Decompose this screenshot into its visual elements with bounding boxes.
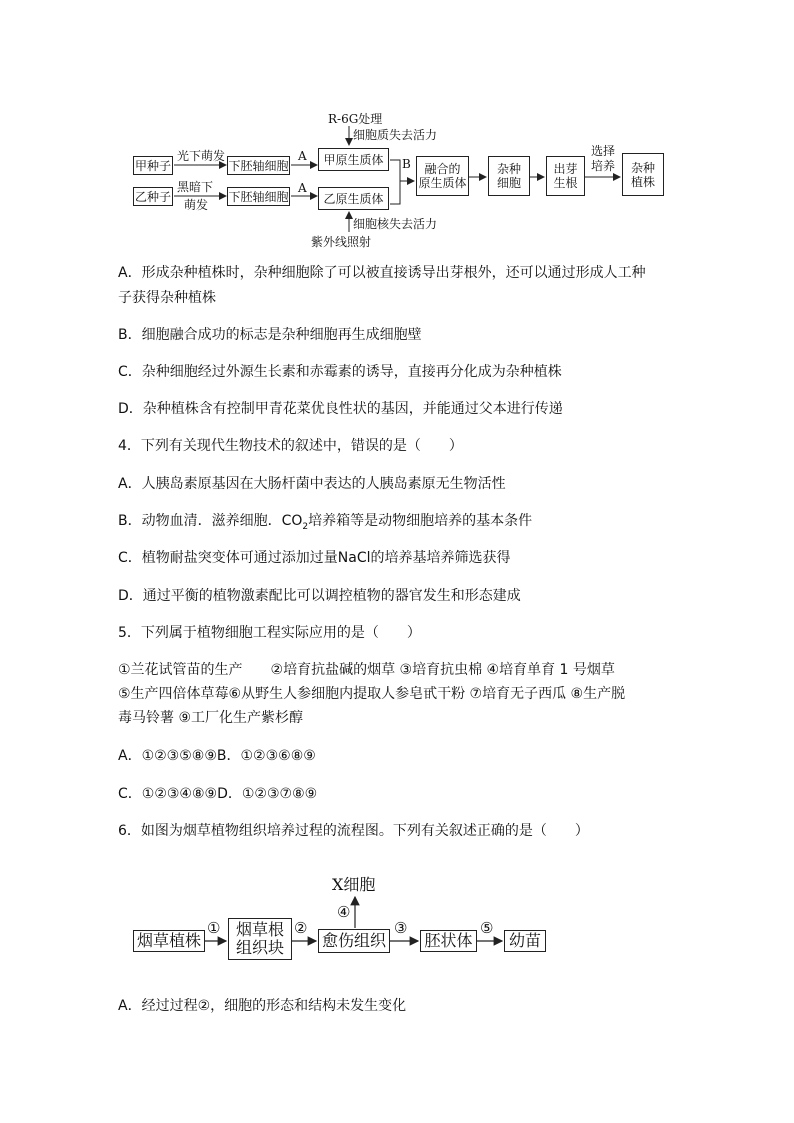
x-cell-label: X细胞 [332, 875, 376, 894]
q3-option-a-line1: A．形成杂种植株时，杂种细胞除了可以被直接诱导出芽根外，还可以通过形成人工种 [118, 265, 646, 281]
q5-stem: 5．下列属于植物细胞工程实际应用的是（ ） [118, 625, 421, 641]
q5-options-cd: C．①②③④⑧⑨D．①②③⑦⑧⑨ [118, 786, 318, 802]
root-tissue-line2: 组织块 [235, 938, 284, 957]
step3-marker: ③ [394, 919, 408, 937]
q3-option-b: B．细胞融合成功的标志是杂种细胞再生成细胞壁 [118, 327, 422, 343]
hypocotyl-a-label: 下胚轴细胞 [228, 158, 289, 173]
hybrid-cell-line2: 细胞 [496, 176, 521, 190]
step2-marker: ② [294, 919, 308, 937]
q4-option-b-pre: B．动物血清．滋养细胞．CO [118, 513, 303, 529]
tobacco-plant-label: 烟草植株 [136, 931, 201, 950]
hypocotyl-b-label: 下胚轴细胞 [228, 189, 289, 204]
q3-option-a-line2: 子获得杂种植株 [118, 290, 216, 306]
q3-option-d: D．杂种植株含有控制甲青花菜优良性状的基因，并能通过父本进行传递 [118, 401, 563, 417]
uv-label: 紫外线照射 [311, 235, 372, 249]
hybrid-plant-line2: 植株 [630, 174, 655, 189]
fused-line1: 融合的 [424, 162, 461, 176]
q4-option-b-post: 培养箱等是动物细胞培养的基本条件 [308, 513, 533, 529]
q5-items-line1: ①兰花试管苗的生产 ②培育抗盐碱的烟草 ③培育抗虫棉 ④培育单育 1 号烟草 [118, 662, 615, 678]
select-line1: 选择 [591, 144, 616, 158]
select-line2: 培养 [591, 159, 616, 173]
callus-label: 愈伤组织 [321, 931, 386, 950]
q4-option-b-subscript: 2 [302, 521, 309, 532]
condition-light: 光下萌发 [177, 149, 226, 163]
tobacco-plant-box [133, 930, 205, 952]
label-A-top: A [298, 149, 307, 163]
step5-marker: ⑤ [480, 919, 494, 937]
q4-stem: 4．下列有关现代生物技术的叙述中，错误的是（ ） [118, 438, 463, 454]
q5-options-ab: A．①②③⑤⑧⑨B．①②③⑥⑧⑨ [118, 748, 316, 764]
embryoid-label: 胚状体 [424, 931, 473, 950]
q4-option-c: C．植物耐盐突变体可通过添加过量NaCl的培养基培养筛选获得 [118, 550, 511, 566]
step4-marker: ④ [337, 903, 351, 921]
q5-items-line3: 毒马铃薯 ⑨工厂化生产紫杉醇 [118, 710, 304, 726]
seedling-box [504, 930, 546, 952]
label-A-bottom: A [298, 181, 307, 195]
proto-b-label: 乙原生质体 [323, 191, 384, 206]
cytoplasm-inactivated-label: 细胞质失去活力 [353, 128, 438, 142]
proto-a-label: 甲原生质体 [323, 152, 384, 167]
q3-option-c: C．杂种细胞经过外源生长素和赤霉素的诱导，直接再分化成为杂种植株 [118, 364, 562, 380]
hybrid-plant-line1: 杂种 [630, 160, 655, 175]
root-tissue-box [228, 918, 292, 960]
callus-box [318, 929, 390, 953]
q4-option-a: A．人胰岛素原基因在大肠杆菌中表达的人胰岛素原无生物活性 [118, 476, 506, 492]
root-line2: 生根 [553, 176, 578, 190]
label-B: B [402, 157, 411, 171]
q4-option-d: D．通过平衡的植物激素配比可以调控植物的器官发生和形态建成 [118, 588, 521, 604]
embryoid-box [420, 930, 477, 952]
condition-dark-line1: 黑暗下 [177, 180, 214, 194]
step1-marker: ① [207, 919, 221, 937]
q5-items-line2: ⑤生产四倍体草莓⑥从野生人参细胞内提取人参皂甙干粉 ⑦培育无子西瓜 ⑧生产脱 [118, 686, 626, 702]
condition-dark-line2: 萌发 [184, 198, 209, 212]
seed-a-label: 甲种子 [134, 158, 171, 173]
nucleus-inactivated-label: 细胞核失去活力 [353, 217, 438, 231]
seedling-label: 幼苗 [508, 931, 541, 950]
seed-b-label: 乙种子 [134, 189, 171, 204]
root-line1: 出芽 [553, 162, 578, 176]
hybrid-cell-line1: 杂种 [496, 162, 521, 176]
root-tissue-line1: 烟草根 [235, 920, 284, 939]
r6g-label: R-6G处理 [328, 112, 383, 126]
q6-stem: 6．如图为烟草植物组织培养过程的流程图。下列有关叙述正确的是（ ） [118, 823, 589, 839]
q6-option-a: A．经过过程②，细胞的形态和结构未发生变化 [118, 998, 407, 1014]
fused-line2: 原生质体 [418, 176, 467, 190]
